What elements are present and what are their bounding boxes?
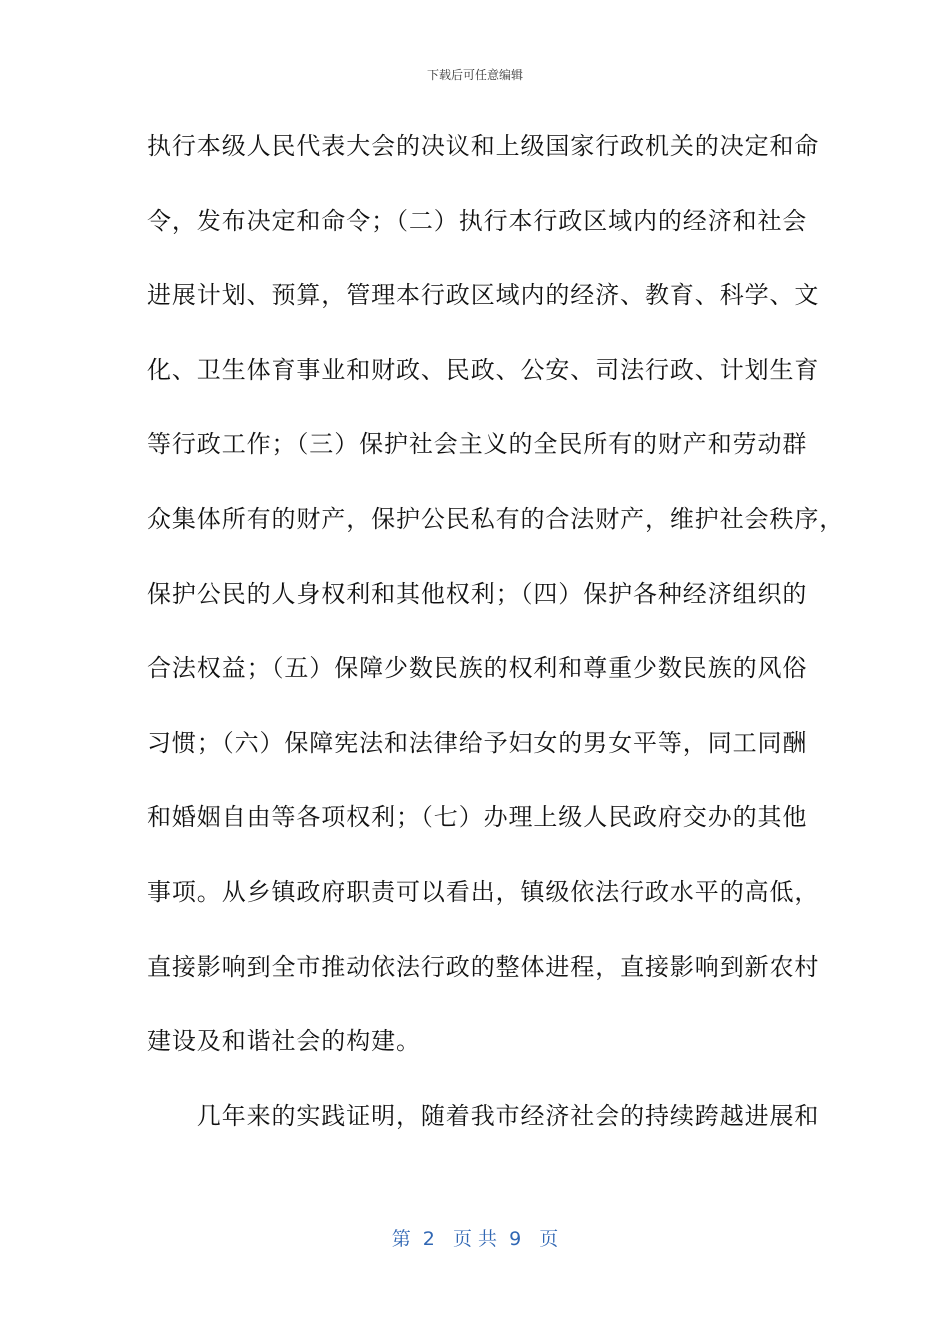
text-line: 进展计划、预算，管理本行政区域内的经济、教育、科学、文 <box>147 281 820 310</box>
text-line: 习惯；（六）保障宪法和法律给予妇女的男女平等，同工同酬 <box>147 728 808 757</box>
paragraph-start-line: 几年来的实践证明，随着我市经济社会的持续跨越进展和 <box>147 1101 820 1130</box>
text-line: 众集体所有的财产，保护公民私有的合法财产，维护社会秩序， <box>147 504 845 533</box>
text-line: 执行本级人民代表大会的决议和上级国家行政机关的决定和命 <box>147 132 820 160</box>
text-line: 和婚姻自由等各项权利；（七）办理上级人民政府交办的其他 <box>147 803 808 832</box>
text-line: 直接影响到全市推动依法行政的整体进程，直接影响到新农村 <box>147 952 820 981</box>
text-line: 事项。从乡镇政府职责可以看出，镇级依法行政水平的高低， <box>147 877 820 906</box>
text-line: 等行政工作；（三）保护社会主义的全民所有的财产和劳动群 <box>147 430 808 459</box>
document-body <box>147 126 845 1170</box>
page-header-note: 下载后可任意编辑 <box>426 68 523 82</box>
page-number-footer: 第 2 页 共 9 页 <box>391 1228 559 1250</box>
text-line: 保护公民的人身权利和其他权利；（四）保护各种经济组织的 <box>147 579 808 608</box>
text-line: 建设及和谐社会的构建。 <box>147 1027 421 1056</box>
text-line: 令，发布决定和命令；（二）执行本行政区域内的经济和社会 <box>147 206 808 235</box>
text-line: 化、卫生体育事业和财政、民政、公安、司法行政、计划生育 <box>147 355 820 384</box>
text-line: 合法权益；（五）保障少数民族的权利和尊重少数民族的风俗 <box>147 654 808 683</box>
